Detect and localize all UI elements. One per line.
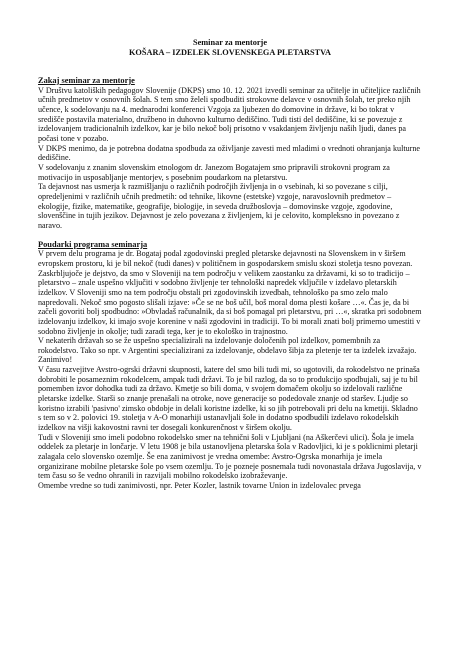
seminar-title: Seminar za mentorje bbox=[192, 38, 268, 47]
paragraph: Ta dejavnost nas usmerja k razmišljanju o različnih področjih življenja in o vsebinah, ki so povezane s cilji, opredeljenimi v različnih učnih predmetih: od tehnike, likovne (estetske) vzgoje, naravoslovnih predmetov – ekologije, fizike, matematike, geografije, biologije, in seveda družboslovja – domovinske vzgoje, zgodovine, slovenščine in tujih jezikov. Dejavnost je zelo povezana z življenjem, ki je celovito, kompleksno in povezano z naravo. bbox=[38, 182, 400, 230]
paragraph: V prvem delu programa je dr. Bogataj podal zgodovinski pregled pletarske dejavnosti na Slovenskem in v širšem evropskem prostoru, ki je bil nekoč (tudi danes) v političnem in gospodarskem smislu skozi stoletja tesno povezan. Zaskrbljujoče je dejstvo, da smo v Sloveniji na tem področju v velikem zaostanku za državami, ki so to tradicijo – pletarstvo – znale uspešno vključiti v sodobno življenje ter tehnološki napredek vključile v izdelavo pletarskih izdelkov. V Sloveniji smo na tem področju obstali pri zgodovinskih izvedbah, tehnološko pa smo zelo malo napredovali. Nekoč smo pogosto slišali izjave: »Če se ne boš učil, boš moral doma plesti košare …«. Čas je, da bi začeli govoriti bolj spodbudno: »Obvladaš računalnik, da si boš pomagal pri pletarstvu, pri …«, skratka pri sodobnem izdelovanju izdelkov, ki imajo svoje korenine v naši zgodovini in tradiciji. To bi morali znati bolj primerno umestiti v sodobno življenje in okolje; tudi zaradi tega, ker je to ekološko in trajnostno. bbox=[38, 249, 422, 336]
paragraph: V DKPS menimo, da je potrebna dodatna spodbuda za oživljanje zavesti med mladimi o vrednoti ohranjanja kulturne dediščine. bbox=[38, 143, 420, 163]
section-program-highlights bbox=[38, 240, 422, 491]
paragraph: V sodelovanju z znanim slovenskim etnologom dr. Janezom Bogatajem smo pripravili strokovni program za motivacijo in usposabljanje mentorjev, s posebnim poudarkom na pletarstvu. bbox=[38, 162, 390, 182]
seminar-subtitle: KOŠARA – IZDELEK SLOVENSKEGA PLETARSTVA bbox=[128, 48, 332, 57]
paragraph: V Društvu katoliških pedagogov Slovenije (DKPS) smo 10. 12. 2021 izvedli seminar za učitelje in učiteljice različnih učnih predmetov v osnovnih šolah. S tem smo želeli spodbuditi strokovne delavce v osnovnih šolah, ter preko njih učence, k sodelovanju na 4. mednarodni konferenci Vzgoja za ljubezen do domovine in države, ki bo tokrat v središče postavila materialno, družbeno in duhovno kulturno dediščino. Tudi tisti del dediščine, ki se povezuje z izdelovanjem tradicionalnih izdelkov, kar je bilo nekoč bolj prisotno v vsakdanjem življenju naših ljudi, danes pa počasi tone v pozabo. bbox=[38, 85, 421, 143]
paragraph: V nekaterih državah so se že uspešno specializirali na izdelovanje določenih pol izdelkov, pomembnih za rokodelstvo. Tako so npr. v Argentini specializirani za izdelovanje, obdelavo šibja za pletenje ter ta izdelek izvažajo. Zanimivo! bbox=[38, 336, 417, 365]
section-why-seminar bbox=[38, 76, 422, 231]
document-header bbox=[38, 38, 422, 58]
section-heading: Poudarki programa seminarja bbox=[38, 239, 148, 249]
section-heading: Zakaj seminar za mentorje bbox=[38, 76, 135, 85]
paragraph: Omembe vredne so tudi zanimivosti, npr. Peter Kozler, lastnik tovarne Union in izdelovalec prvega bbox=[38, 481, 361, 490]
paragraph: V času razvejitve Avstro-ogrski državni skupnosti, katere del smo bili tudi mi, so ugotovili, da rokodelstvo ne prinaša dobrobiti le posameznim rokodelcem, ampak tudi državi. To je bil razlog, da so to produkcijo spodbujali, saj je tu bil pomemben izvor dohodka tudi za državo. Kmetje so bili doma, v svojem domačem okolju so izdelovali različne pletarske izdelke. Starši so znanje prenašali na otroke, nove generacije so podedovale znanje od staršev. Ljudje so koristno izrabili 'pasivno' zimsko obdobje in delali koristne izdelke, ki so jih potrebovali pri delu na kmetiji. Skladno s tem so v 2. polovici 19. stoletja v A-O monarhiji ustanavljali šole in dodatno spodbudili izdelavo rokodelskih izdelkov na višji kakovostni ravni ter dosegali konkurenčnost v širšem okolju. bbox=[38, 365, 420, 433]
paragraph: Tudi v Sloveniji smo imeli podobno rokodelsko smer na tehnični šoli v Ljubljani (na Aškerčevi ulici). Šola je imela oddelek za pletarje in lončarje. V letu 1908 je bila ustanovljena pletarska šola v Radovljici, ki je s poklicnimi pletarji zalagala celo slovensko ozemlje. Še ena zanimivost je vredna omembe: Avstro-Ogrska monarhija je imela organizirane mobilne pletarske šole po vsem ozemlju. To je pozneje posnemala tudi novonastala država Jugoslavija, v tem času so še vedno ohranili in razvijali mobilno rokodelsko izobraževanje. bbox=[38, 432, 422, 481]
